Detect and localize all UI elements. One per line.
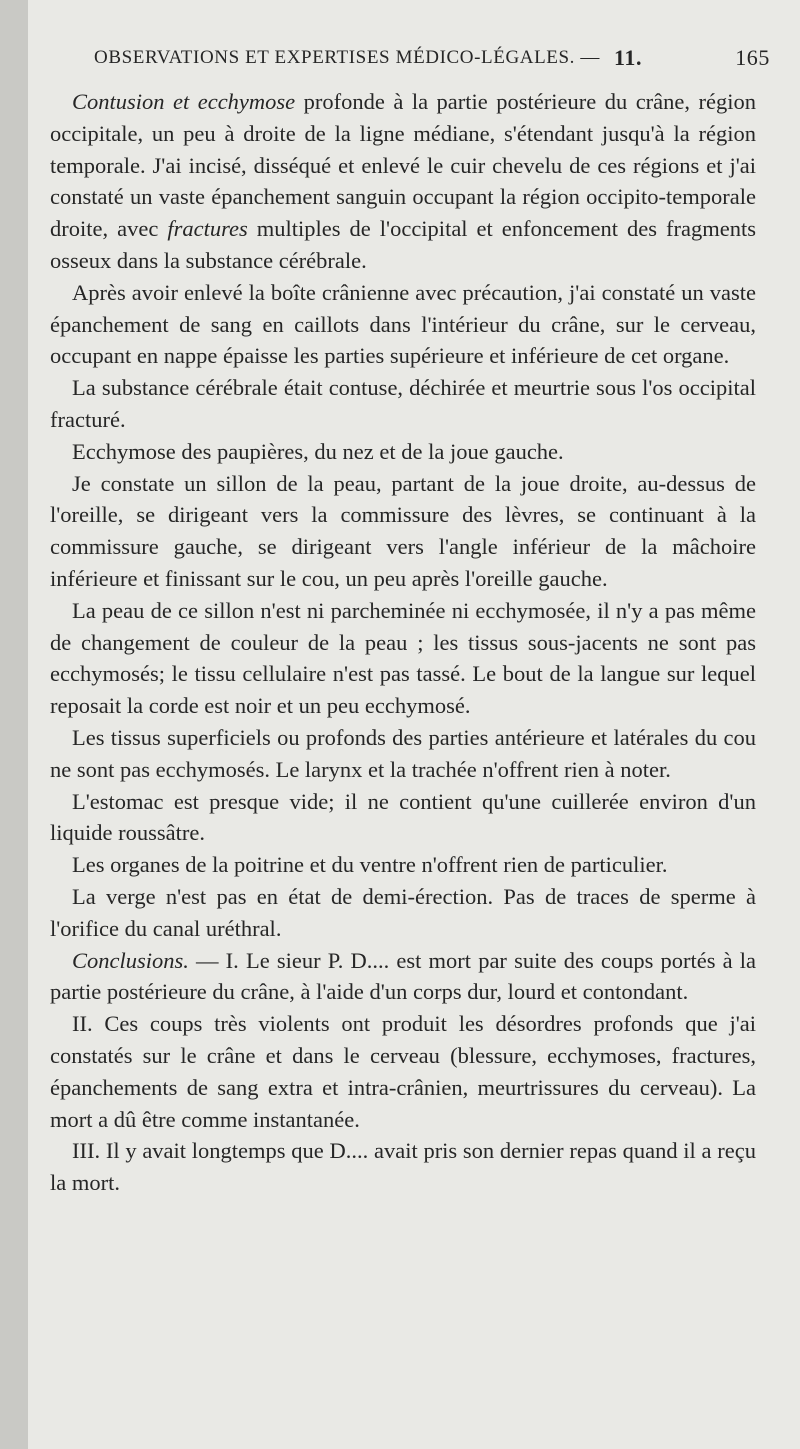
paragraph-text: profonde à la partie postérieure du crâne, région occipitale, un peu à droite de la ligne médiane, s'étendant jusqu'à la région temporale. J'ai incisé, disséqué et enlevé le cuir chevelu de ces régions et j'ai constaté un vaste épanchement sanguin occupant la région occipito-temporale droite, avec xyxy=(50,89,756,242)
paragraph-tail: multiples de l'occipital et enfoncement des fragments osseux dans la substance cérébrale. xyxy=(50,216,756,273)
paragraph-emphasis: fractures xyxy=(167,216,248,242)
paragraph-sillon: Je constate un sillon de la peau, partant de la joue droite, au-dessus de l'oreille, se dirigeant vers la commissure des lèvres, se continuant à la commissure gauche, se dirigeant vers l'angle inférieur de la mâchoire inférieure et finissant sur le cou, un peu après l'oreille gauche. xyxy=(50,470,756,591)
paragraph-substance-cerebrale: La substance cérébrale était contuse, déchirée et meurtrie sous l'os occipital fracturé. xyxy=(50,375,756,432)
page-body xyxy=(50,86,756,1199)
conclusions-heading: Conclusions. xyxy=(72,947,189,973)
chapter-number: 11. xyxy=(614,45,643,70)
paragraph-conclusions-2: II. Ces coups très violents ont produit les désordres profonds que j'ai constatés sur le crâne et dans le cerveau (blessure, ecchymoses, fractures, épanchements de sang extra et intra-crânien, meurtrissures du cerveau). La mort a dû être comme instantanée. xyxy=(50,1011,756,1132)
paragraph-conclusions-1 xyxy=(50,945,756,1009)
scan-gutter-shadow xyxy=(0,0,28,1449)
paragraph-conclusions-3: III. Il y avait longtemps que D.... avait pris son dernier repas quand il a reçu la mort. xyxy=(50,1138,756,1196)
paragraph-tissus-cou: Les tissus superficiels ou profonds des parties antérieure et latérales du cou ne sont pas ecchymosés. Le larynx et la trachée n'offrent rien à noter. xyxy=(50,724,756,782)
paragraph-peau-sillon: La peau de ce sillon n'est ni parcheminée ni ecchymosée, il n'y a pas même de changement de couleur de la peau ; les tissus sous-jacents ne sont pas ecchymosés; le tissu cellulaire n'est pas tassé. Le bout de la langue sur lequel reposait la corde est noir et un peu ecchymosé. xyxy=(50,597,756,719)
paragraph-organes: Les organes de la poitrine et du ventre n'offrent rien de particulier. xyxy=(72,852,668,878)
paragraph-verge: La verge n'est pas en état de demi-érection. Pas de traces de sperme à l'orifice du canal uréthral. xyxy=(50,883,756,941)
running-header xyxy=(94,42,770,74)
paragraph-contusion xyxy=(50,86,756,277)
running-title: OBSERVATIONS ET EXPERTISES MÉDICO-LÉGALES. — xyxy=(94,47,600,68)
page-number: 165 xyxy=(735,45,770,70)
paragraph-text: — I. Le sieur P. D.... est mort par suite des coups portés à la partie postérieure du crâne, à l'aide d'un corps dur, lourd et contondant. xyxy=(50,947,756,1005)
paragraph-lead-italic: Contusion et ecchymose xyxy=(72,89,296,114)
paragraph-estomac: L'estomac est presque vide; il ne contient qu'une cuillerée environ d'un liquide roussâtre. xyxy=(50,788,756,846)
paragraph-boite-cranienne: Après avoir enlevé la boîte crânienne avec précaution, j'ai constaté un vaste épanchement de sang en caillots dans l'intérieur du crâne, sur le cerveau, occupant en nappe épaisse les parties supérieure et inférieure de cet organe. xyxy=(50,279,756,369)
paragraph-ecchymose-paupieres: Ecchymose des paupières, du nez et de la joue gauche. xyxy=(72,438,564,464)
